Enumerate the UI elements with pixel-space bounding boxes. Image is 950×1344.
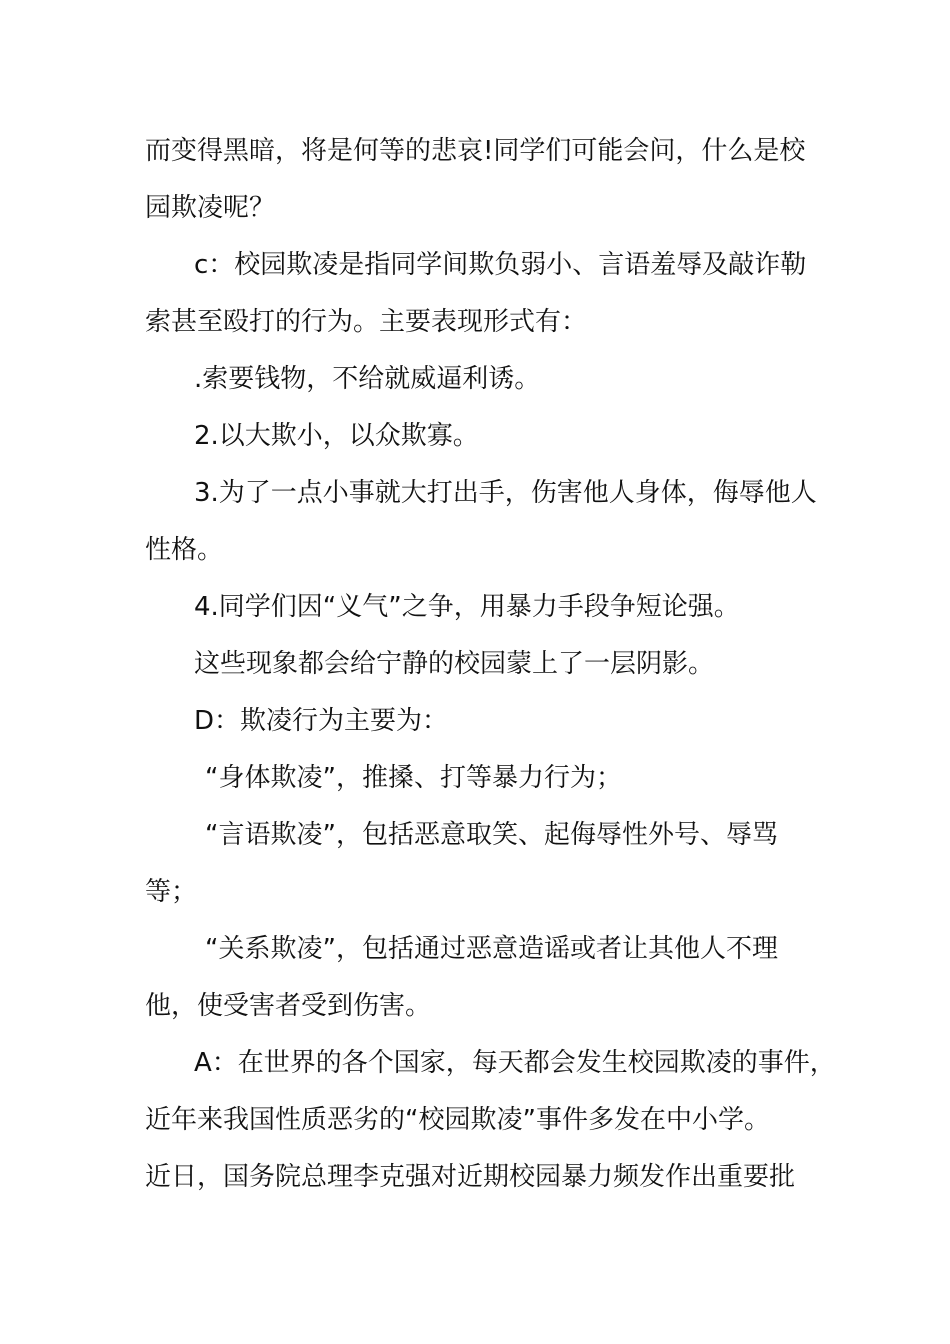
text-line: D：欺凌行为主要为： [194,706,449,736]
text-line: 索甚至殴打的行为。主要表现形式有： [145,307,588,337]
text-line: 这些现象都会给宁静的校园蒙上了一层阴影。 [194,649,715,679]
list-item: 3.为了一点小事就大打出手，伤害他人身体，侮辱他人 [194,478,817,508]
text-line: 等； [145,877,198,907]
text-line: “言语欺凌”，包括恶意取笑、起侮辱性外号、辱骂 [205,820,778,850]
list-item: 2.以大欺小，以众欺寡。 [194,421,479,451]
list-item: 4.同学们因“义气”之争，用暴力手段争短论强。 [194,592,740,622]
text-line: “身体欺凌”，推搡、打等暴力行为； [205,763,622,793]
text-line: A：在世界的各个国家，每天都会发生校园欺凌的事件， [194,1048,836,1078]
text-line: c：校园欺凌是指同学间欺负弱小、言语羞辱及敲诈勒 [194,250,807,280]
text-line: 近年来我国性质恶劣的“校园欺凌”事件多发在中小学。 [145,1105,770,1135]
text-line: 而变得黑暗，将是何等的悲哀!同学们可能会问，什么是校 [145,136,806,166]
text-line: “关系欺凌”，包括通过恶意造谣或者让其他人不理 [205,934,778,964]
text-line: 近日，国务院总理李克强对近期校园暴力频发作出重要批 [145,1162,796,1192]
text-line: 性格。 [145,535,224,565]
text-line: 园欺凌呢？ [145,193,276,223]
list-item: .索要钱物，不给就威逼利诱。 [194,364,541,394]
text-line: 他，使受害者受到伤害。 [145,991,432,1021]
